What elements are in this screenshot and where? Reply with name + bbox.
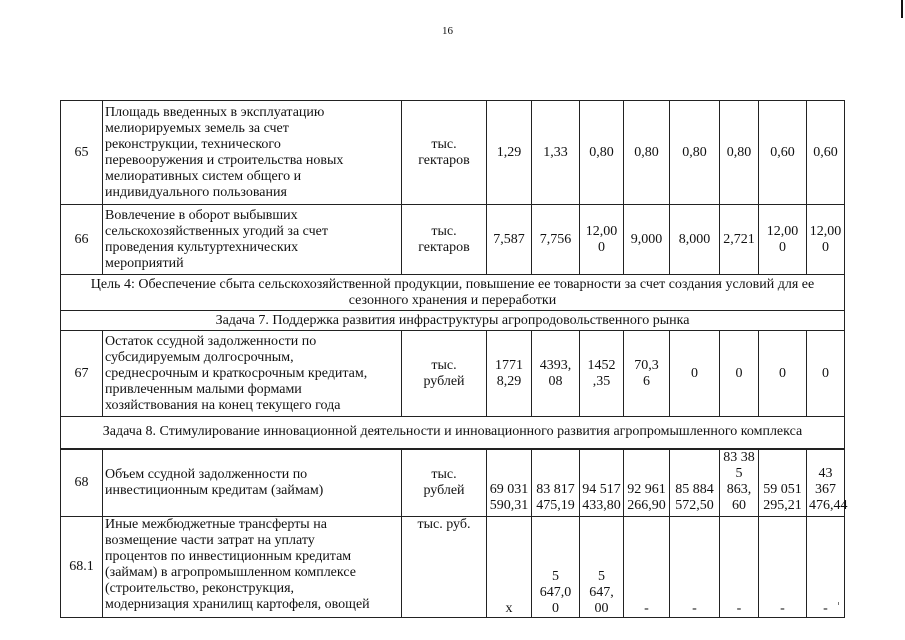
value-cell: -: [720, 516, 759, 617]
task-row: [61, 417, 845, 449]
task-7-heading: Задача 7. Поддержка развития инфраструктуры агропродовольственного рынка: [61, 311, 845, 331]
value-cell: 94 517 433,80: [580, 449, 624, 517]
table-row-67: [61, 331, 845, 417]
value-cell: 0: [720, 331, 759, 417]
value-cell: 0,60: [807, 101, 845, 205]
value-cell: -: [624, 516, 670, 617]
value-cell: 0,80: [624, 101, 670, 205]
value-cell: -: [807, 516, 845, 617]
page-edge-mark: [901, 0, 903, 18]
indicators-table: [60, 100, 848, 618]
task-row: [61, 311, 845, 331]
value-cell: 0,80: [580, 101, 624, 205]
goal-4-heading: Цель 4: Обеспечение сбыта сельскохозяйственной продукции, повышение ее товарности за счет создания условий для ее сезонного хранения и переработки: [61, 275, 845, 311]
value-cell: -: [670, 516, 720, 617]
value-cell: 0,60: [759, 101, 807, 205]
value-cell: 83 817 475,19: [532, 449, 580, 517]
value-cell: 8,000: [670, 205, 720, 275]
table-row-68: [61, 449, 845, 517]
indicator-name: Вовлечение в оборот выбывших сельскохозяйственных угодий за счет проведения культуртехнических мероприятий: [103, 205, 402, 275]
value-cell: 70,3 6: [624, 331, 670, 417]
value-cell: 0: [670, 331, 720, 417]
indicator-name: Объем ссудной задолженности по инвестиционным кредитам (займам): [103, 449, 402, 517]
value-cell: 9,000: [624, 205, 670, 275]
value-cell: 85 884 572,50: [670, 449, 720, 517]
value-cell: 0: [807, 331, 845, 417]
unit-cell: тыс. руб.: [402, 516, 487, 617]
indicator-name: Остаток ссудной задолженности по субсидируемым долгосрочным, среднесрочным и краткосрочным кредитам, привлеченным малыми формами хозяйствования на конец текущего года: [103, 331, 402, 417]
value-cell: 1,33: [532, 101, 580, 205]
value-cell: 43 367 476,44: [807, 449, 845, 517]
task-8-heading: Задача 8. Стимулирование инновационной деятельности и инновационного развития агропромышленного комплекса: [61, 417, 845, 449]
value-cell: 0,80: [720, 101, 759, 205]
row-number: 66: [61, 205, 103, 275]
value-cell: 12,00 0: [759, 205, 807, 275]
row-number: 65: [61, 101, 103, 205]
indicator-name: Площадь введенных в эксплуатацию мелиорируемых земель за счет реконструкции, технического перевооружения и строительства новых мелиоративных систем общего и индивидуального пользования: [103, 101, 402, 205]
value-cell: 5 647,0 0: [532, 516, 580, 617]
value-cell: 0,80: [670, 101, 720, 205]
page-number: 16: [442, 25, 453, 37]
value-cell: 12,00 0: [580, 205, 624, 275]
value-cell: 2,721: [720, 205, 759, 275]
value-cell: 69 031 590,31: [487, 449, 532, 517]
value-cell: 12,00 0: [807, 205, 845, 275]
unit-cell: тыс. гектаров: [402, 205, 487, 275]
row-number: 67: [61, 331, 103, 417]
unit-cell: тыс. гектаров: [402, 101, 487, 205]
value-cell: 4393, 08: [532, 331, 580, 417]
value-cell: 0: [759, 331, 807, 417]
unit-cell: тыс. рублей: [402, 449, 487, 517]
value-cell: 7,756: [532, 205, 580, 275]
value-cell: 1771 8,29: [487, 331, 532, 417]
value-cell: 1452 ,35: [580, 331, 624, 417]
unit-cell: тыс. рублей: [402, 331, 487, 417]
value-cell: -: [759, 516, 807, 617]
value-cell: 92 961 266,90: [624, 449, 670, 517]
value-cell: 83 38 5 863, 60: [720, 449, 759, 517]
value-cell: 5 647, 00: [580, 516, 624, 617]
indicator-name: Иные межбюджетные трансферты на возмещение части затрат на уплату процентов по инвестиционным кредитам (займам) в агропромышленном комплексе (строительство, реконструкция, модернизация хранилищ картофеля, овощей: [103, 516, 402, 617]
value-cell: 1,29: [487, 101, 532, 205]
row-number: 68.1: [61, 516, 103, 617]
value-cell: х: [487, 516, 532, 617]
table-row-68-1: [61, 516, 845, 617]
goal-row: [61, 275, 845, 311]
row-number: 68: [61, 449, 103, 517]
value-cell: 7,587: [487, 205, 532, 275]
table-row-65: [61, 101, 845, 205]
table-row-66: [61, 205, 845, 275]
value-cell: 59 051 295,21: [759, 449, 807, 517]
